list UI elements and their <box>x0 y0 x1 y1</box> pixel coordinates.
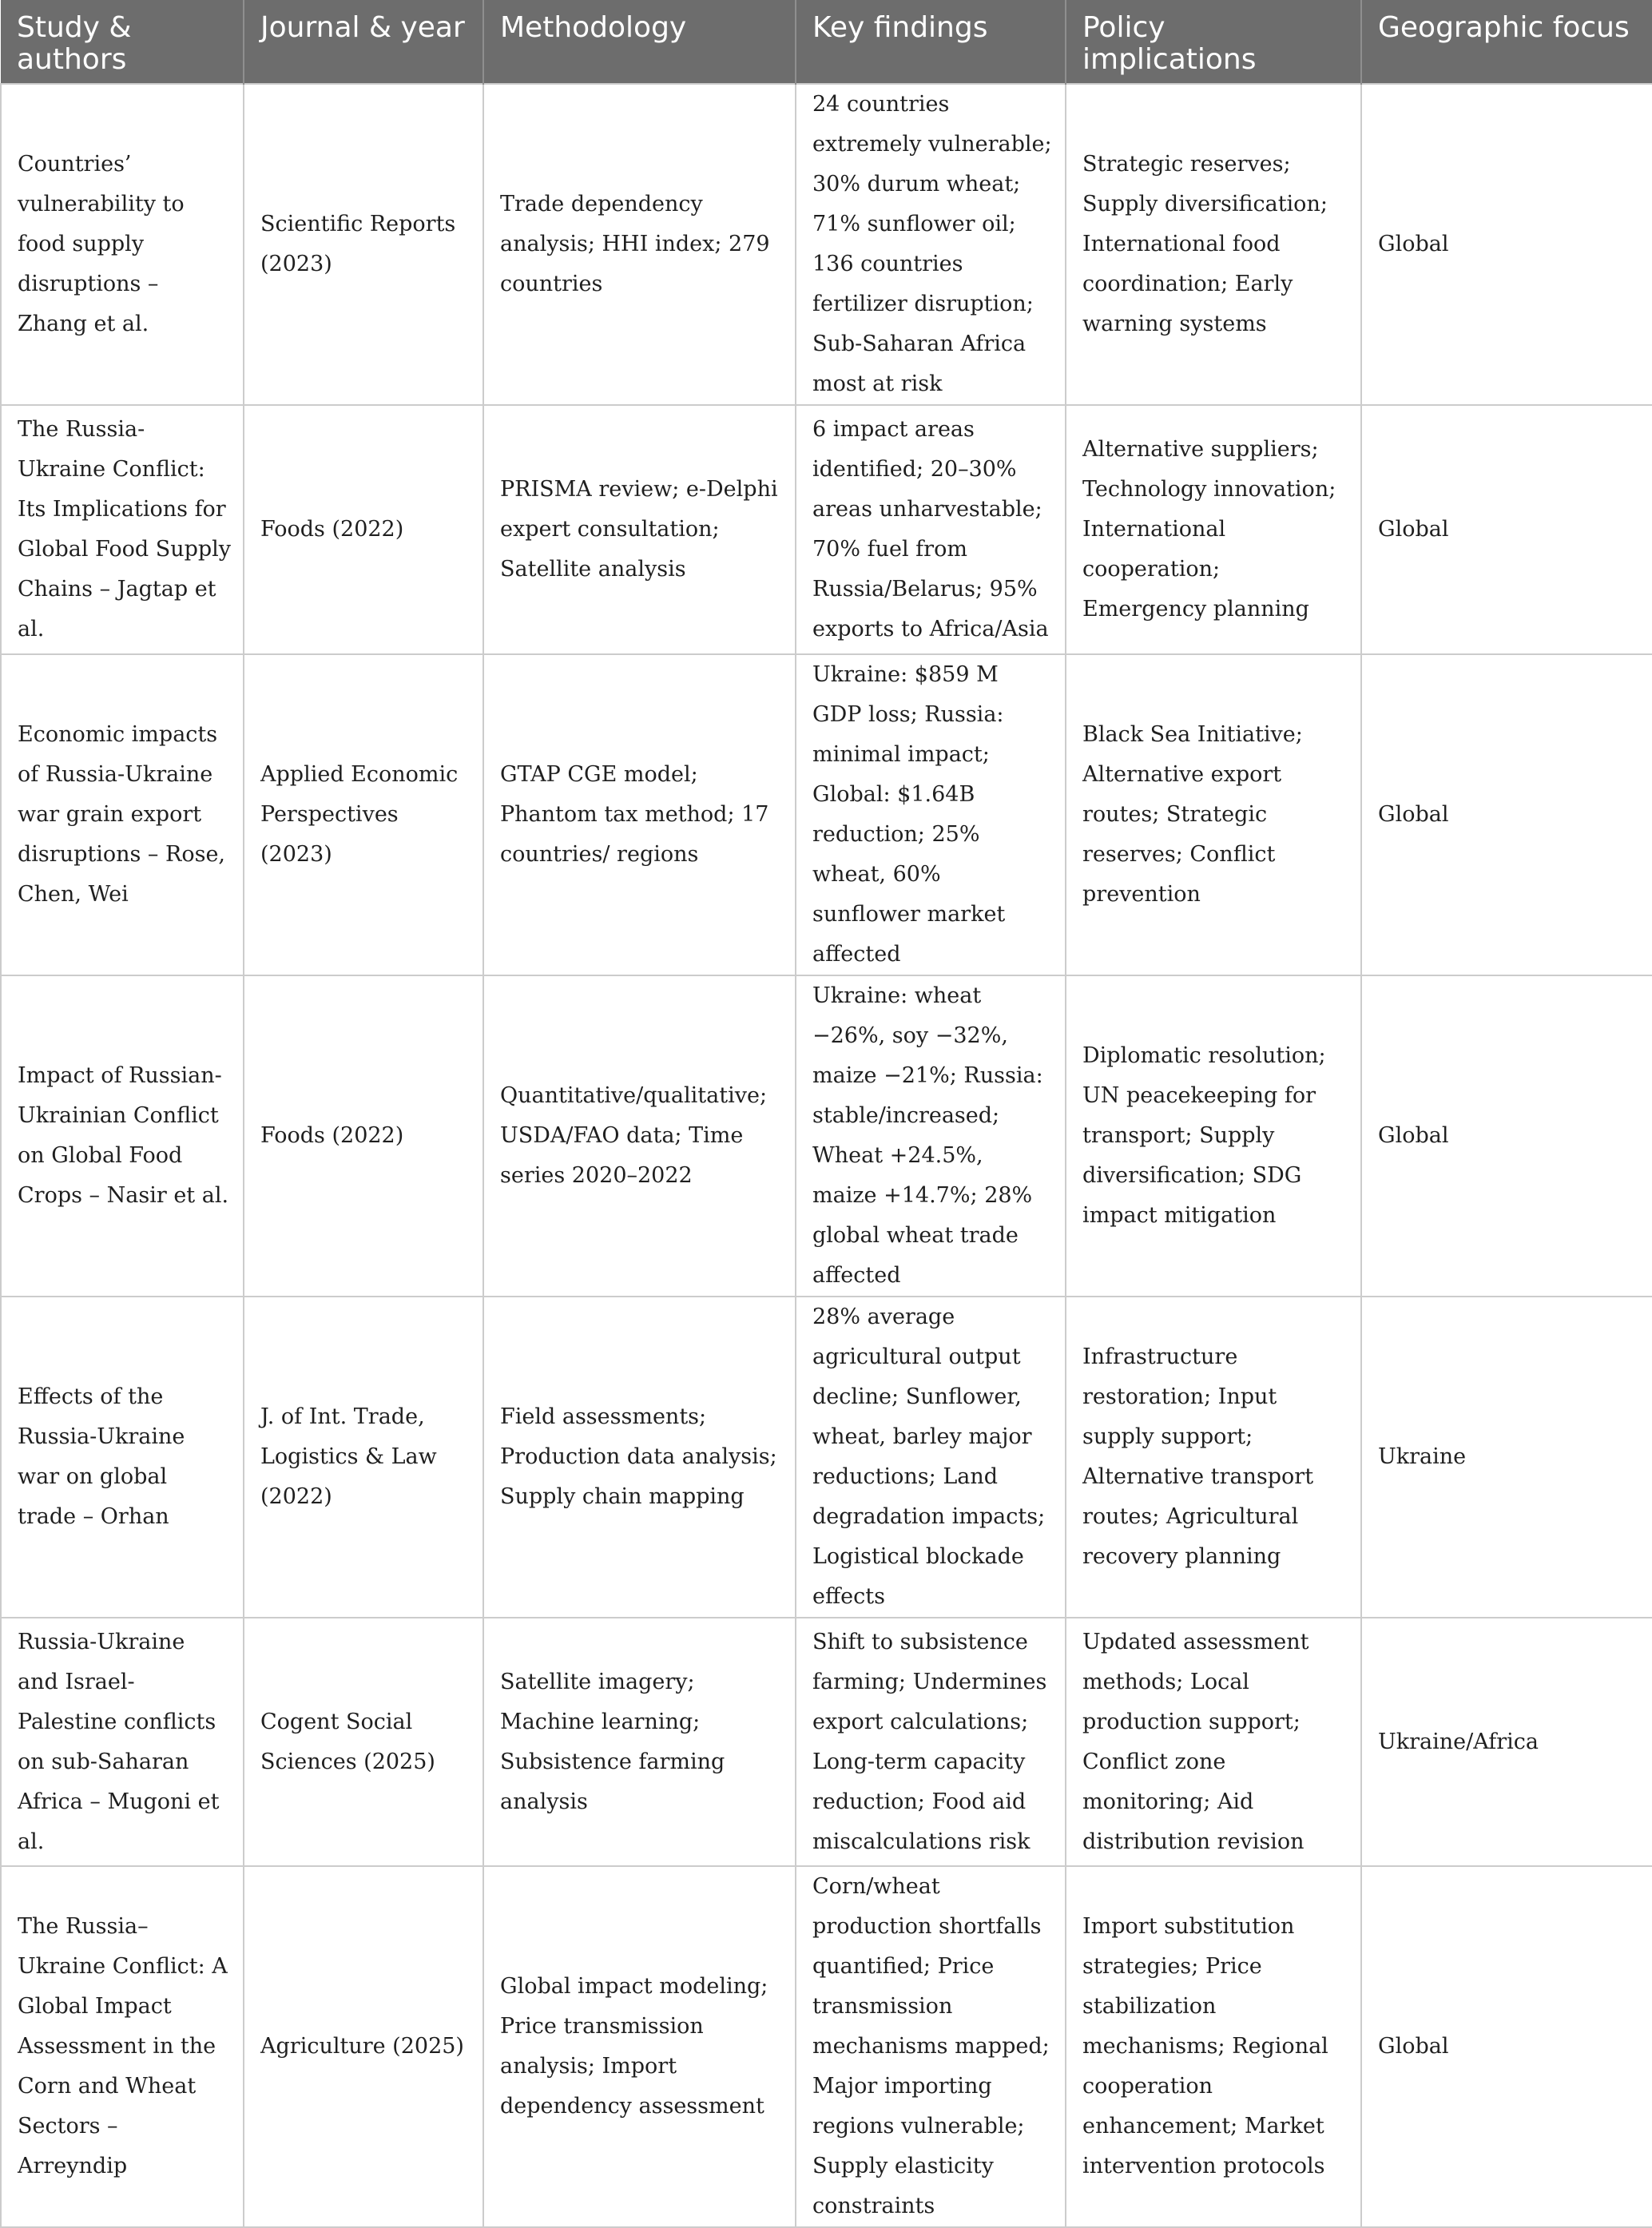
table-row <box>1 405 1652 654</box>
cell-policy: Updated assessment methods; Local production support; Conflict zone monitoring; Aid distribution revision <box>1066 1618 1361 1866</box>
cell-study: Effects of the Russia-Ukraine war on global trade – Orhan <box>1 1297 244 1618</box>
cell-policy: Alternative suppliers; Technology innovation; International cooperation; Emergency planning <box>1066 405 1361 654</box>
cell-focus: Global <box>1361 975 1652 1297</box>
cell-focus: Global <box>1361 84 1652 405</box>
header-journal-year: Journal & year <box>244 0 483 84</box>
cell-focus: Global <box>1361 405 1652 654</box>
cell-study: The Russia–Ukraine Conflict: A Global Impact Assessment in the Corn and Wheat Sectors – Arreyndip <box>1 1866 244 2227</box>
cell-focus: Ukraine/Africa <box>1361 1618 1652 1866</box>
table-body <box>1 84 1652 2227</box>
header-study-authors: Study & authors <box>1 0 244 84</box>
cell-methodology: Trade dependency analysis; HHI index; 279 countries <box>483 84 796 405</box>
cell-policy: Import substitution strategies; Price stabilization mechanisms; Regional cooperation enhancement; Market intervention protocols <box>1066 1866 1361 2227</box>
cell-findings: Corn/wheat production shortfalls quantified; Price transmission mechanisms mapped; Major importing regions vulnerable; Supply elasticity constraints <box>796 1866 1066 2227</box>
cell-journal: Scientific Reports (2023) <box>244 84 483 405</box>
cell-study: Impact of Russian-Ukrainian Conflict on Global Food Crops – Nasir et al. <box>1 975 244 1297</box>
cell-methodology: Satellite imagery; Machine learning; Subsistence farming analysis <box>483 1618 796 1866</box>
cell-findings: Ukraine: $859 M GDP loss; Russia: minimal impact; Global: $1.64B reduction; 25% wheat, 60% sunflower market affected <box>796 654 1066 975</box>
cell-journal: Cogent Social Sciences (2025) <box>244 1618 483 1866</box>
table-row <box>1 1866 1652 2227</box>
cell-policy: Infrastructure restoration; Input supply support; Alternative transport routes; Agricultural recovery planning <box>1066 1297 1361 1618</box>
cell-policy: Black Sea Initiative; Alternative export routes; Strategic reserves; Conflict prevention <box>1066 654 1361 975</box>
cell-policy: Diplomatic resolution; UN peacekeeping for transport; Supply diversification; SDG impact mitigation <box>1066 975 1361 1297</box>
cell-findings: 24 countries extremely vulnerable; 30% durum wheat; 71% sunflower oil; 136 countries fertilizer disruption; Sub-Saharan Africa most at risk <box>796 84 1066 405</box>
cell-focus: Global <box>1361 654 1652 975</box>
cell-methodology: Quantitative/qualitative; USDA/FAO data; Time series 2020–2022 <box>483 975 796 1297</box>
cell-focus: Global <box>1361 1866 1652 2227</box>
table-header <box>1 0 1652 84</box>
header-key-findings: Key findings <box>796 0 1066 84</box>
cell-journal: Foods (2022) <box>244 975 483 1297</box>
table-row <box>1 84 1652 405</box>
cell-study: The Russia-Ukraine Conflict: Its Implications for Global Food Supply Chains – Jagtap et al. <box>1 405 244 654</box>
cell-journal: Applied Economic Perspectives (2023) <box>244 654 483 975</box>
cell-findings: Ukraine: wheat −26%, soy −32%, maize −21%; Russia: stable/increased; Wheat +24.5%, maize +14.7%; 28% global wheat trade affected <box>796 975 1066 1297</box>
cell-findings: 28% average agricultural output decline; Sunflower, wheat, barley major reductions; Land degradation impacts; Logistical blockade effects <box>796 1297 1066 1618</box>
cell-methodology: Global impact modeling; Price transmission analysis; Import dependency assessment <box>483 1866 796 2227</box>
cell-policy: Strategic reserves; Supply diversification; International food coordination; Early warning systems <box>1066 84 1361 405</box>
header-geographic-focus: Geographic focus <box>1361 0 1652 84</box>
cell-study: Economic impacts of Russia-Ukraine war grain export disruptions – Rose, Chen, Wei <box>1 654 244 975</box>
header-methodology: Methodology <box>483 0 796 84</box>
header-policy-implications: Policy implications <box>1066 0 1361 84</box>
table-row <box>1 654 1652 975</box>
cell-journal: Foods (2022) <box>244 405 483 654</box>
header-row <box>1 0 1652 84</box>
cell-study: Russia-Ukraine and Israel-Palestine conflicts on sub-Saharan Africa – Mugoni et al. <box>1 1618 244 1866</box>
table-row <box>1 1618 1652 1866</box>
cell-methodology: PRISMA review; e-Delphi expert consultation; Satellite analysis <box>483 405 796 654</box>
cell-journal: Agriculture (2025) <box>244 1866 483 2227</box>
cell-findings: 6 impact areas identified; 20–30% areas unharvestable; 70% fuel from Russia/Belarus; 95% exports to Africa/Asia <box>796 405 1066 654</box>
cell-methodology: GTAP CGE model; Phantom tax method; 17 countries/ regions <box>483 654 796 975</box>
cell-focus: Ukraine <box>1361 1297 1652 1618</box>
cell-methodology: Field assessments; Production data analysis; Supply chain mapping <box>483 1297 796 1618</box>
cell-study: Countries’ vulnerability to food supply disruptions – Zhang et al. <box>1 84 244 405</box>
table-row <box>1 975 1652 1297</box>
cell-findings: Shift to subsistence farming; Undermines export calculations; Long-term capacity reduction; Food aid miscalculations risk <box>796 1618 1066 1866</box>
cell-journal: J. of Int. Trade, Logistics & Law (2022) <box>244 1297 483 1618</box>
table-row <box>1 1297 1652 1618</box>
